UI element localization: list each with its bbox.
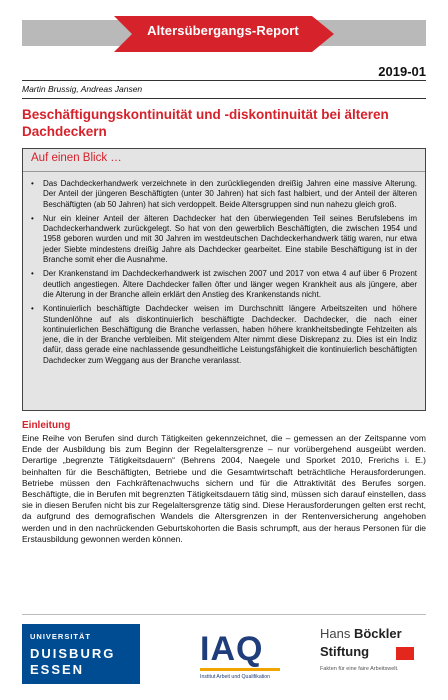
footer-divider bbox=[22, 614, 426, 615]
iaq-logo-text: IAQ bbox=[200, 630, 264, 668]
ude-logo-line1: UNIVERSITÄT bbox=[30, 632, 92, 641]
report-series-title: Altersübergangs-Report bbox=[147, 23, 299, 38]
university-duisburg-essen-logo bbox=[22, 624, 140, 684]
hbs-logo-name-line1: Hans Böckler bbox=[320, 626, 402, 641]
hbs-logo-name-line2: Stiftung bbox=[320, 644, 370, 659]
intro-heading: Einleitung bbox=[22, 420, 71, 431]
summary-bullet: • Nur ein kleiner Anteil der älteren Dachdecker hat den überwiegenden Teil seines Berufslebens im Dachdeckerhandwerk zurückgelegt. So hat von den gewerblich Beschäftigten, die zwischen 1954 und 1958 geboren wurden und mit 30 Jahren im westdeutschen Dachdeckerhandwerk tätig waren, nur etwa jeder Siebte mindestens dreißig Jahre als Dachdecker gearbeitet. Eine stabile Beschäftigung ist in der Branche somit eher die Ausnahme. bbox=[29, 214, 417, 265]
iaq-logo-bar bbox=[200, 668, 280, 671]
report-banner bbox=[22, 14, 426, 54]
authors: Martin Brussig, Andreas Jansen bbox=[22, 84, 143, 94]
ude-logo-line3: ESSEN bbox=[30, 662, 85, 677]
iaq-logo-subtitle: Institut Arbeit und Qualifikation bbox=[200, 674, 271, 680]
hbs-logo-red-mark bbox=[396, 647, 414, 660]
intro-paragraph: Eine Reihe von Berufen sind durch Tätigkeiten gekennzeichnet, die – gemessen an der Zeitspanne vom Ende der Ausbildung bis zum Beginn der Regelaltersgrenze – nur vorübergehend ausgeübt werden. Derartige „begrenzte Tätigkeitsdauern“ (Behrens 2004, Naegele und Sporket 2010, Frerichs i. E.) beinhalten für die Beschäftigten, Betriebe und die Gesamtwirtschaft beträchtliche Herausforderungen. Betriebe müssen den Fachkräftenachwuchs sichern und für die Attraktivität des Berufes sorgen. Beschäftigte, die in Berufen mit begrenzten Tätigkeitsdauern tätig sind, müssen sich darauf einstellen, dass sie in diesen Berufen nicht bis zur Regelaltersgrenze tätig sind. Diese Herausforderungen gelten erst recht, da aufgrund des demografischen Wandels die Altersgrenzen in der Rentenversicherung angehoben werden und in den nachrückenden Geburtskohorten die Basis schrumpft, aus der heraus Personen für die Erstausbildung gewonnen werden können. bbox=[22, 433, 426, 544]
summary-box-header bbox=[23, 149, 425, 172]
summary-bullet: • Das Dachdeckerhandwerk verzeichnete in den zurückliegenden dreißig Jahren eine massive Alterung. Der Anteil der jüngeren Beschäftigten (unter 30 Jahren) hat sich fast halbiert, und der Anteil der älteren Beschäftigten (ab 50 Jahren) hat sich verdoppelt. Beide Altersgruppen sind nun nahezu gleich groß. bbox=[29, 179, 417, 210]
summary-heading: Auf einen Blick … bbox=[31, 152, 122, 164]
header-divider bbox=[22, 80, 426, 81]
summary-bullet: • Kontinuierlich beschäftigte Dachdecker weisen im Durchschnitt längere Arbeitszeiten und höhere Stundenlöhne auf als diskontinuierlich beschäftigte Dachdecker. Dachdecker, die nach einer kontinuierlichen Beschäftigung die Branche verlassen, haben höhere krankheitsbedingte Fehlzeiten als jene, die in der Branche verbleiben. Mit steigendem Alter nimmt diese Diskrepanz zu. Dies ist ein Indiz dafür, dass gerade eine nachlassende gesundheitliche Leistungsfähigkeit die kontinuierlich beschäftigten Dachdecker zum Weggang aus der Branche veranlasst. bbox=[29, 304, 417, 366]
ude-logo-line2: DUISBURG bbox=[30, 646, 116, 661]
summary-box bbox=[22, 148, 426, 411]
iaq-logo bbox=[200, 630, 288, 686]
summary-bullet: • Der Krankenstand im Dachdeckerhandwerk ist zwischen 2007 und 2017 von etwa 4 auf über 6 Prozent deutlich angestiegen. Ältere Dachdecker fallen öfter und länger wegen Krankheit aus als jüngere, aber die Alterung in der Branche allein erklärt den Anstieg des Krankenstands nicht. bbox=[29, 269, 417, 300]
document-title: Beschäftigungskontinuität und -diskontinuität bei älteren Dachdeckern bbox=[22, 107, 389, 139]
summary-list bbox=[29, 179, 417, 370]
authors-divider bbox=[22, 98, 426, 99]
hans-boeckler-stiftung-logo bbox=[320, 624, 426, 684]
issue-number: 2019-01 bbox=[378, 64, 426, 79]
hbs-logo-tagline: Fakten für eine faire Arbeitswelt. bbox=[320, 666, 399, 672]
